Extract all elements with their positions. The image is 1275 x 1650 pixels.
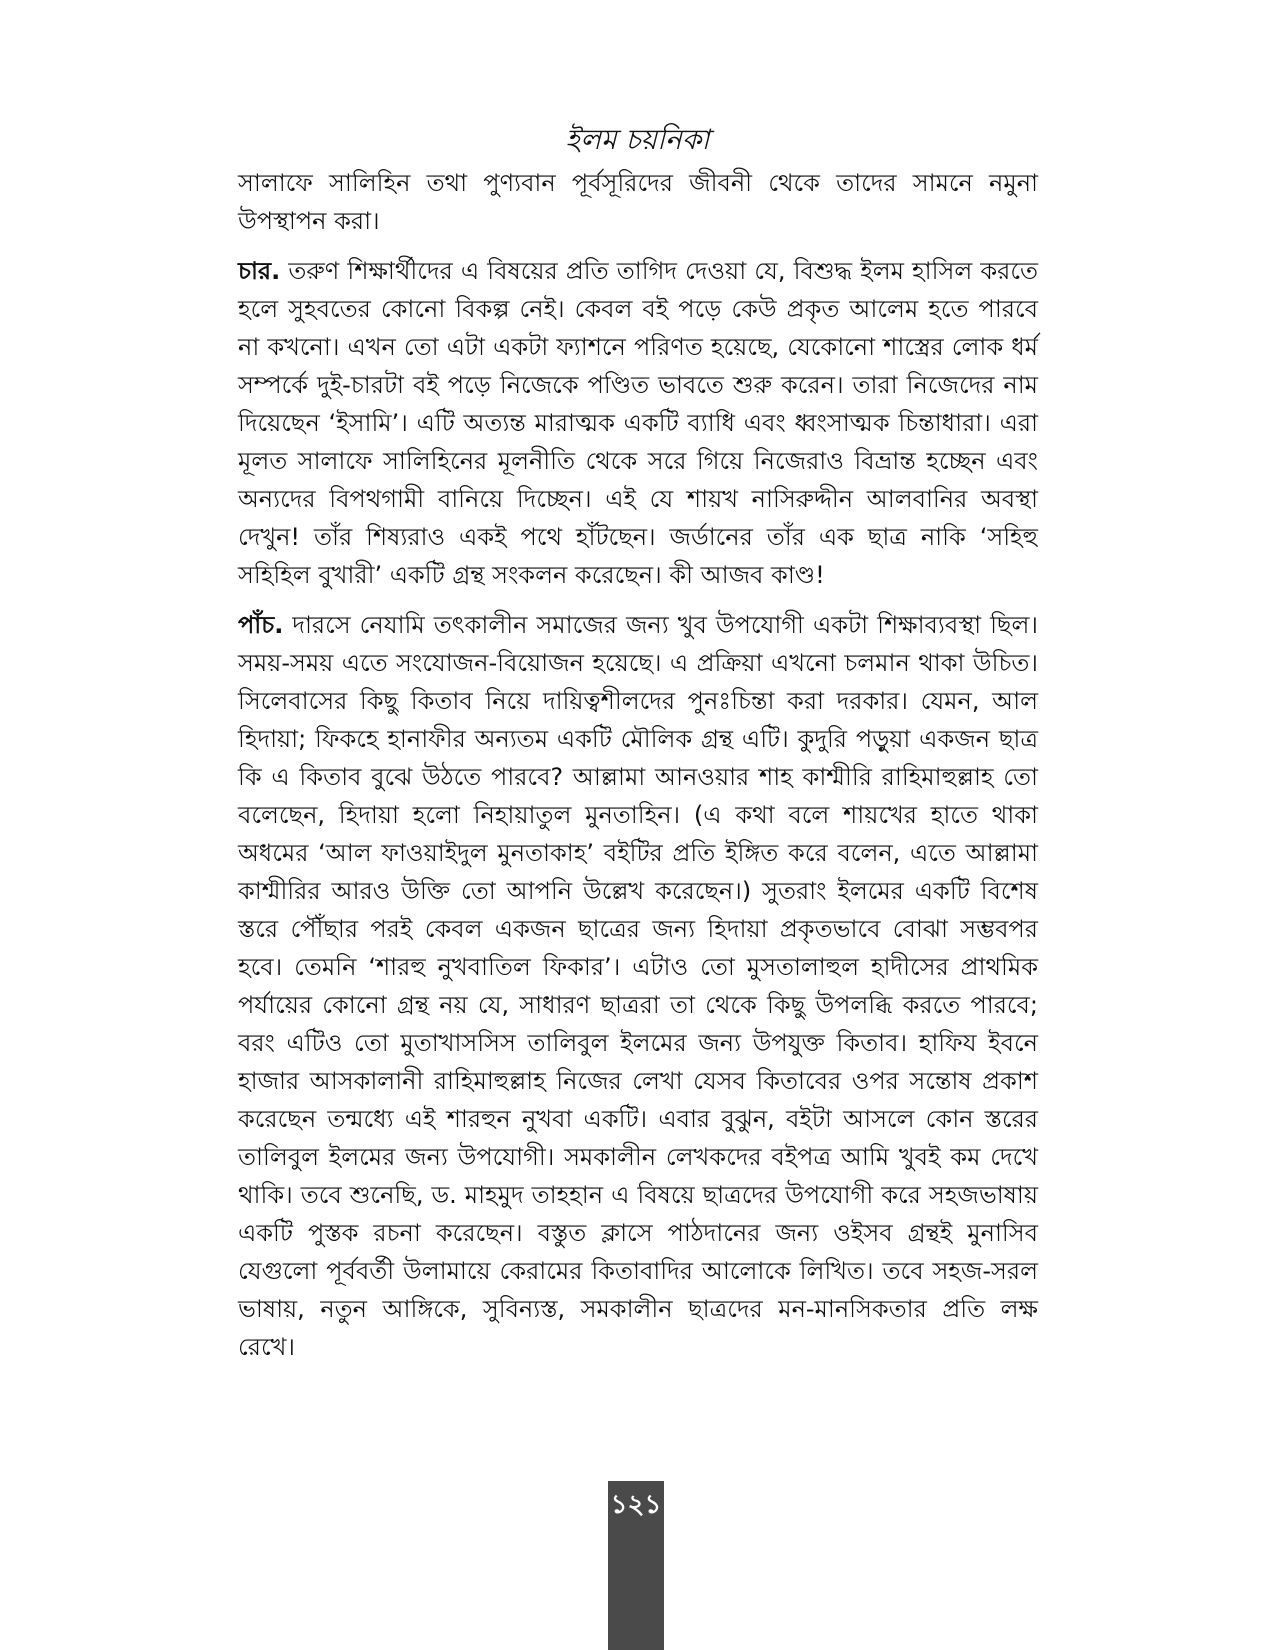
paragraph-text: সালাফে সালিহিন তথা পুণ্যবান পূর্বসূরিদের জীবনী থেকে তাদের সামনে নমুনা উপস্থাপন করা। [238,169,1038,235]
paragraph-panch [238,606,1038,1366]
page-number-tab [608,1481,664,1650]
body-text [238,164,1038,1378]
paragraph-char [238,252,1038,594]
paragraph-text: তরুণ শিক্ষার্থীদের এ বিষয়ের প্রতি তাগিদ দেওয়া যে, বিশুদ্ধ ইলম হাসিল করতে হলে সুহবতের কোনো বিকল্প নেই। কেবল বই পড়ে কেউ প্রকৃত আলেম হতে পারবে না কখনো। এখন তো এটা একটা ফ্যাশনে পরিণত হয়েছে, যেকোনো শাস্ত্রের লোক ধর্ম সম্পর্কে দুই-চারটা বই পড়ে নিজেকে পণ্ডিত ভাবতে শুরু করেন। তারা নিজেদের নাম দিয়েছেন ‘ইসামি’। এটি অত্যন্ত মারাত্মক একটি ব্যাধি এবং ধ্বংসাত্মক চিন্তাধারা। এরা মূলত সালাফে সালিহিনের মূলনীতি থেকে সরে গিয়ে নিজেরাও বিভ্রান্ত হচ্ছেন এবং অন্যদের বিপথগামী বানিয়ে দিচ্ছেন। এই যে শায়খ নাসিরুদ্দীন আলবানির অবস্থা দেখুন! তাঁর শিষ্যরাও একই পথে হাঁটছেন। জর্ডানের তাঁর এক ছাত্র নাকি ‘সহিহু সহিহিল বুখারী’ একটি গ্রন্থ সংকলন করেছেন। কী আজব কাণ্ড! [238,257,1038,589]
page-number: ১২১ [610,1490,662,1520]
paragraph-text: দারসে নেযামি তৎকালীন সমাজের জন্য খুব উপযোগী একটা শিক্ষাব্যবস্থা ছিল। সময়-সময় এতে সংযোজন-বিয়োজন হয়েছে। এ প্রক্রিয়া এখনো চলমান থাকা উচিত। সিলেবাসের কিছু কিতাব নিয়ে দায়িত্বশীলদের পুনঃচিন্তা করা দরকার। যেমন, আল হিদায়া; ফিকহে হানাফীর অন্যতম একটি মৌলিক গ্রন্থ এটি। কুদুরি পড়ুয়া একজন ছাত্র কি এ কিতাব বুঝে উঠতে পারবে? আল্লামা আনওয়ার শাহ কাশ্মীরি রাহিমাহুল্লাহ তো বলেছেন, হিদায়া হলো নিহায়াতুল মুনতাহিন। (এ কথা বলে শায়খের হাতে থাকা অধমের ‘আল ফাওয়াইদুল মুনতাকাহ’ বইটির প্রতি ইঙ্গিত করে বলেন, এতে আল্লামা কাশ্মীরির আরও উক্তি তো আপনি উল্লেখ করেছেন।) সুতরাং ইলমের একটি বিশেষ স্তরে পৌঁছার পরই কেবল একজন ছাত্রের জন্য হিদায়া প্রকৃতভাবে বোঝা সম্ভবপর হবে। তেমনি ‘শারহু নুখবাতিল ফিকার’। এটাও তো মুসতালাহুল হাদীসের প্রাথমিক পর্যায়ের কোনো গ্রন্থ নয় যে, সাধারণ ছাত্ররা তা থেকে কিছু উপলব্ধি করতে পারবে; বরং এটিও তো মুতাখাসসিস তালিবুল ইলমের জন্য উপযুক্ত কিতাব। হাফিয ইবনে হাজার আসকালানী রাহিমাহুল্লাহ নিজের লেখা যেসব কিতাবের ওপর সন্তোষ প্রকাশ করেছেন তন্মধ্যে এই শারহুন নুখবা একটি। এবার বুঝুন, বইটা আসলে কোন স্তরের তালিবুল ইলমের জন্য উপযোগী। সমকালীন লেখকদের বইপত্র আমি খুবই কম দেখে থাকি। তবে শুনেছি, ড. মাহমুদ তাহহান এ বিষয়ে ছাত্রদের উপযোগী করে সহজভাষায় একটি পুস্তক রচনা করেছেন। বস্তুত ক্লাসে পাঠদানের জন্য ওইসব গ্রন্থই মুনাসিব যেগুলো পূর্ববর্তী উলামায়ে কেরামের কিতাবাদির আলোকে লিখিত। তবে সহজ-সরল ভাষায়, নতুন আঙ্গিকে, সুবিন্যস্ত, সমকালীন ছাত্রদের মন-মানসিকতার প্রতি লক্ষ রেখে। [238,611,1038,1361]
paragraph-label: পাঁচ. [238,611,284,639]
paragraph-continued [238,164,1038,240]
running-header: ইলম চয়নিকা [565,123,710,156]
paragraph-label: চার. [238,257,281,285]
